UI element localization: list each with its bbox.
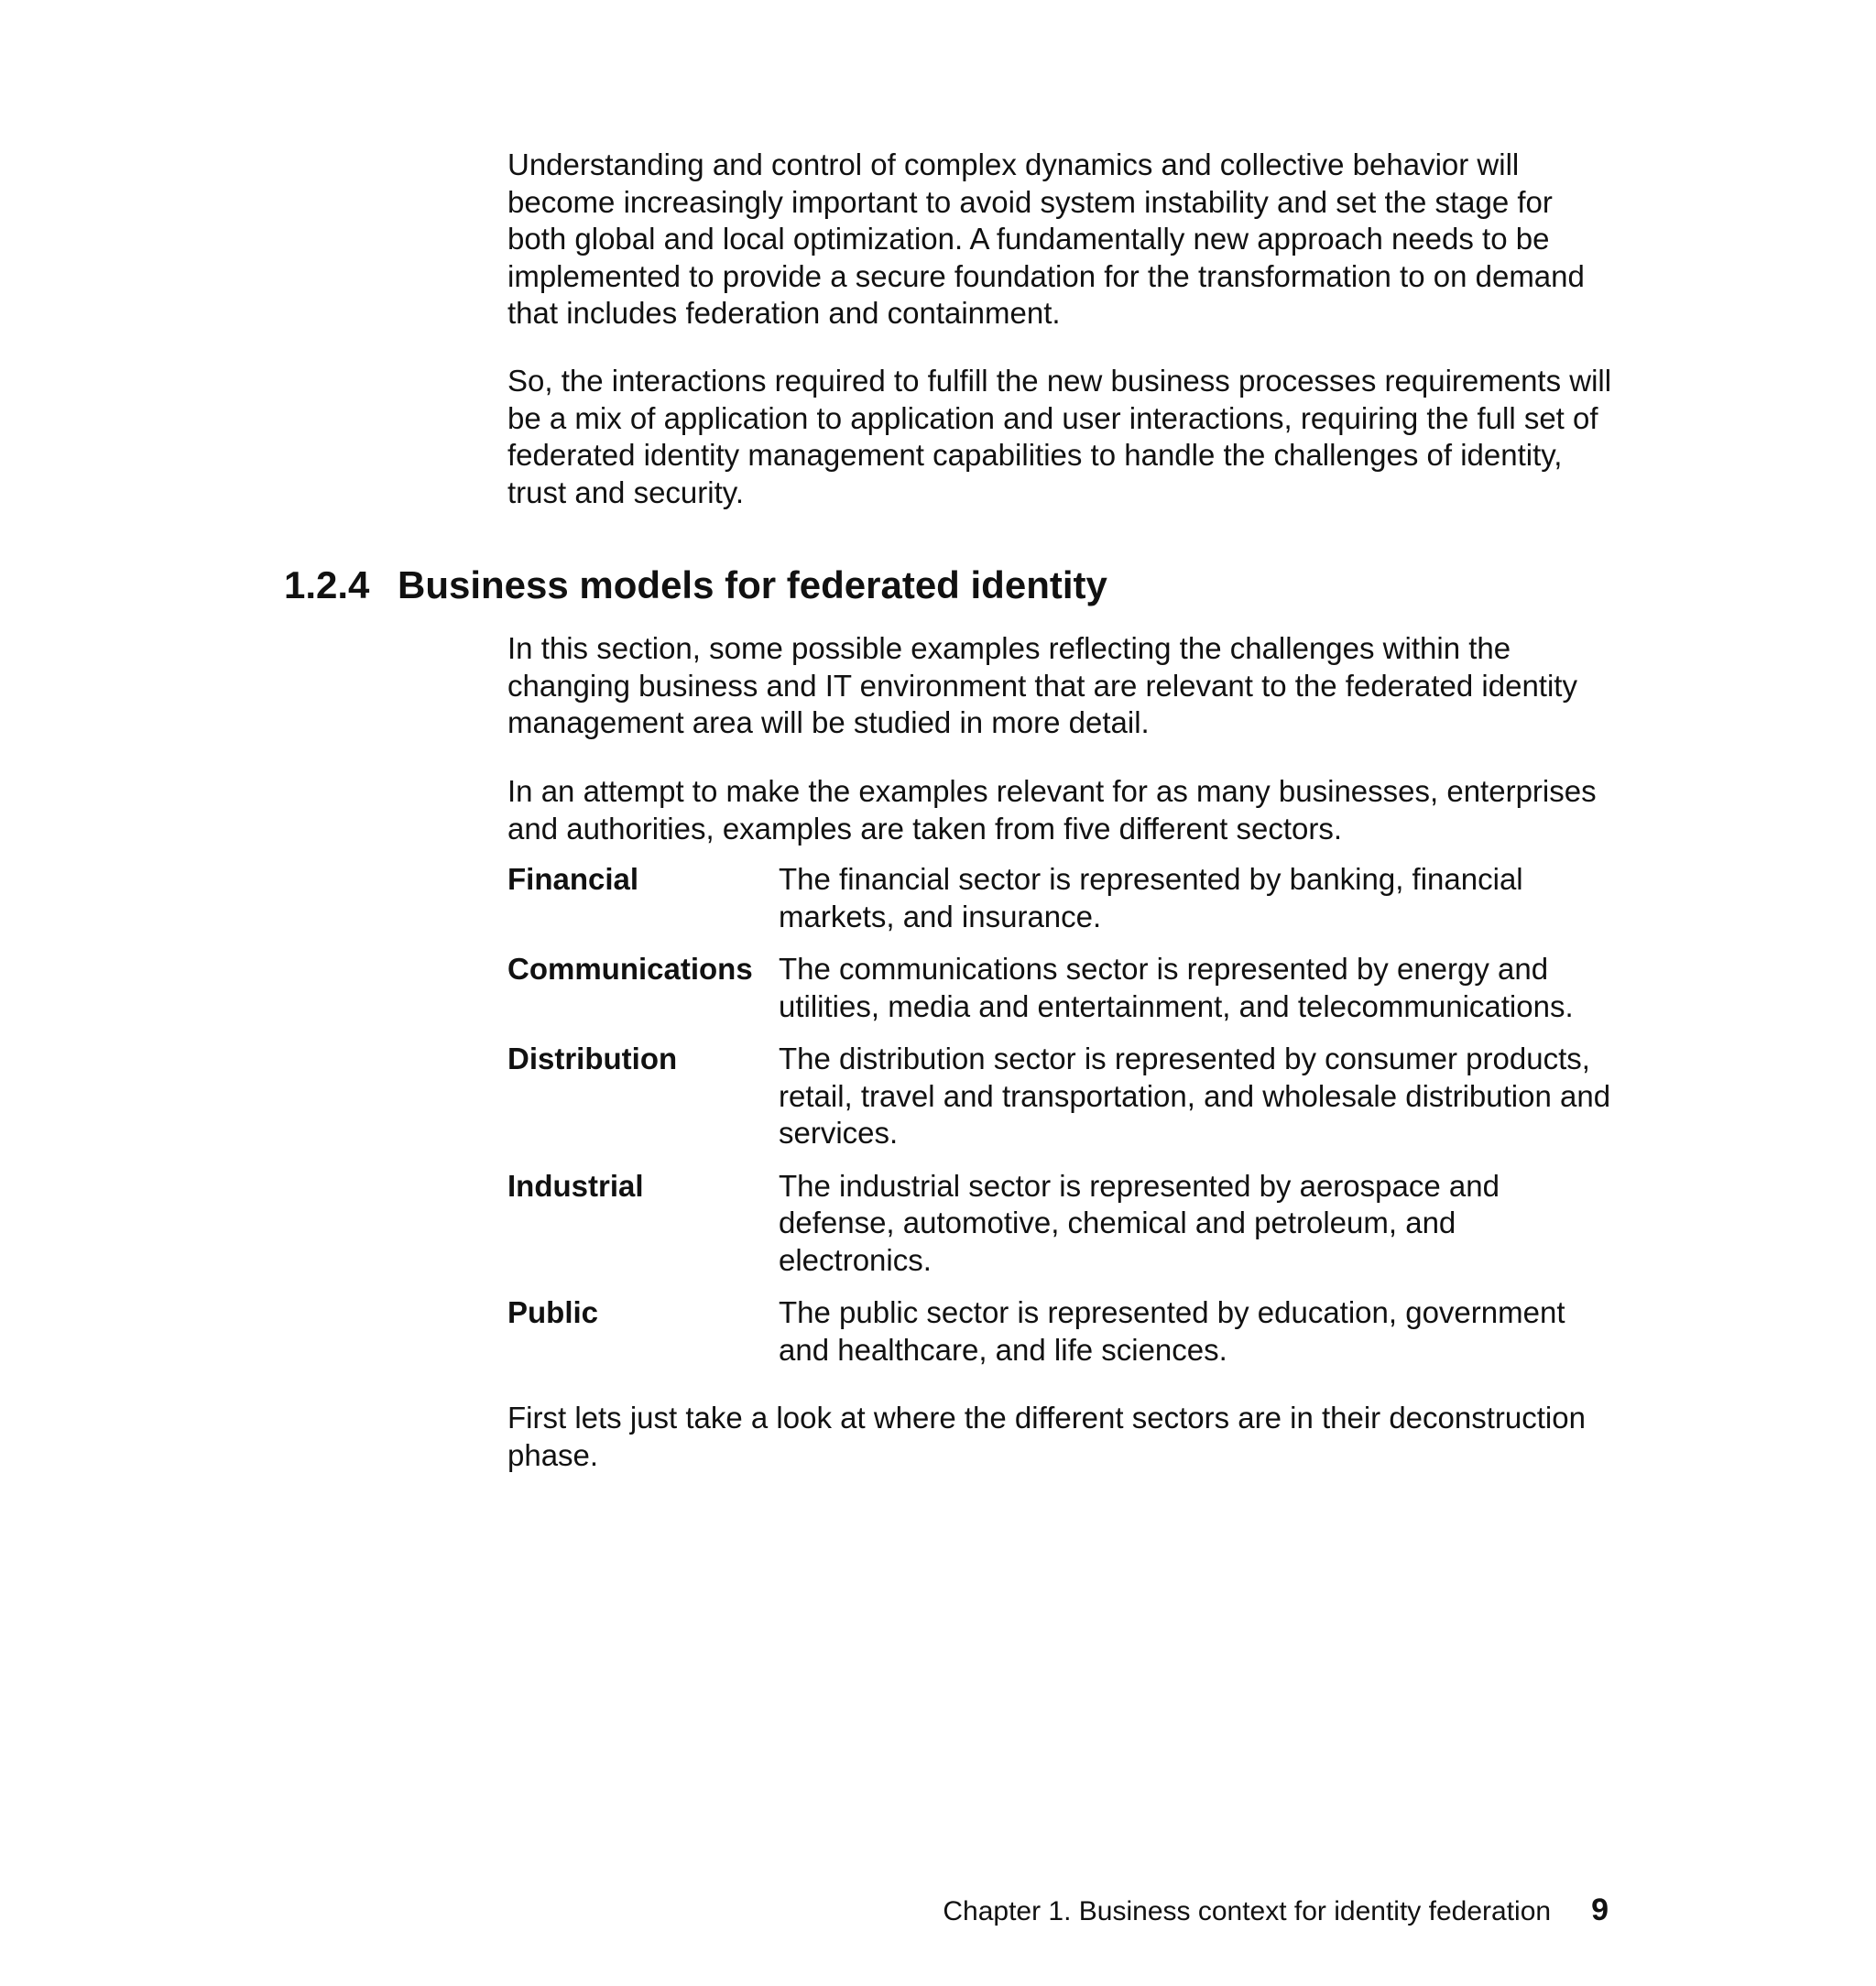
sector-description: The distribution sector is represented by consumer products, retail, travel and transportation, and wholesale distribution and services.	[779, 1042, 1611, 1150]
section-title: Business models for federated identity	[398, 563, 1107, 606]
sector-description: The financial sector is represented by banking, financial markets, and insurance.	[779, 862, 1523, 933]
page-footer	[943, 1893, 1609, 1929]
section-intro-paragraph: In an attempt to make the examples relevant for as many businesses, enterprises and authorities, examples are taken from five different sectors.	[507, 774, 1597, 846]
page-number: 9	[1591, 1893, 1609, 1927]
sector-item-industrial	[507, 1168, 1616, 1280]
sector-item-public	[507, 1294, 1616, 1369]
sector-term: Communications	[507, 952, 753, 986]
section-heading	[284, 562, 1107, 609]
section-number: 1.2.4	[284, 563, 370, 606]
sector-term: Industrial	[507, 1168, 644, 1203]
sector-description: The industrial sector is represented by aerospace and defense, automotive, chemical and petroleum, and electronics.	[779, 1168, 1500, 1277]
body-paragraph: Understanding and control of complex dynamics and collective behavior will become increasingly important to avoid system instability and set the stage for both global and local optimization. A fundamentally new approach needs to be implemented to provide a secure foundation for the transformation to on demand that includes federation and containment.	[507, 147, 1585, 330]
sector-term: Distribution	[507, 1042, 678, 1075]
sector-term: Public	[507, 1295, 599, 1329]
section-intro-paragraph: In this section, some possible examples reflecting the challenges within the changing business and IT environment that are relevant to the federated identity management area will be studied in more detail.	[507, 631, 1577, 739]
closing-paragraph: First lets just take a look at where the different sectors are in their deconstruction phase.	[507, 1401, 1586, 1472]
sector-item-distribution	[507, 1041, 1616, 1152]
sector-item-communications	[507, 951, 1616, 1025]
footer-chapter-title: Chapter 1. Business context for identity federation	[943, 1896, 1552, 1926]
sector-description: The communications sector is represented by energy and utilities, media and entertainment, and telecommunications.	[779, 952, 1574, 1023]
sector-description: The public sector is represented by education, government and healthcare, and life sciences.	[779, 1295, 1565, 1367]
body-paragraph: So, the interactions required to fulfill the new business processes requirements will be a mix of application to application and user interactions, requiring the full set of federated identity management capabilities to handle the challenges of identity, trust and security.	[507, 364, 1612, 509]
sector-item-financial	[507, 861, 1616, 935]
sector-definition-list	[507, 861, 1616, 1384]
sector-term: Financial	[507, 862, 639, 896]
